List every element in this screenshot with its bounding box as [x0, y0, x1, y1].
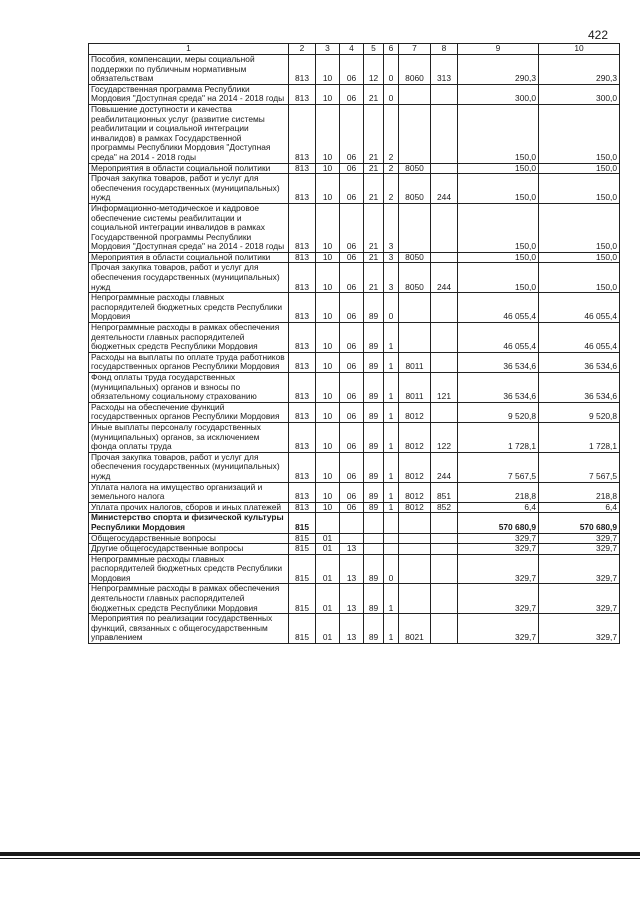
row-code-8: 244: [431, 263, 458, 293]
table-row: [89, 533, 620, 544]
row-code-7: 8050: [399, 174, 431, 204]
row-code-2: 813: [289, 352, 316, 372]
row-code-5: [364, 513, 384, 533]
row-code-7: 8021: [399, 614, 431, 644]
row-code-2: 813: [289, 203, 316, 252]
row-amount-9: 46 055,4: [458, 323, 539, 353]
row-code-5: 89: [364, 293, 384, 323]
row-amount-10: 150,0: [539, 163, 620, 174]
row-amount-10: 329,7: [539, 533, 620, 544]
row-code-5: 21: [364, 163, 384, 174]
row-code-5: 21: [364, 203, 384, 252]
row-code-5: 89: [364, 614, 384, 644]
page-number: 422: [588, 28, 609, 42]
row-code-6: 2: [384, 163, 399, 174]
row-code-4: 06: [340, 263, 364, 293]
row-code-3: 10: [316, 263, 340, 293]
row-code-4: 06: [340, 482, 364, 502]
row-amount-10: 36 534,6: [539, 352, 620, 372]
row-code-4: 06: [340, 84, 364, 104]
row-name: Расходы на выплаты по оплате труда работников государственных органов Республики Мордовия: [89, 352, 289, 372]
row-code-2: 813: [289, 263, 316, 293]
table-row: [89, 352, 620, 372]
row-name: Непрограммные расходы в рамках обеспечения деятельности главных распорядителей бюджетных средств Республики Мордовия: [89, 584, 289, 614]
row-code-8: 122: [431, 422, 458, 452]
row-code-5: 89: [364, 584, 384, 614]
row-amount-10: 46 055,4: [539, 323, 620, 353]
row-amount-9: 150,0: [458, 174, 539, 204]
row-code-6: 0: [384, 55, 399, 85]
table-row: [89, 513, 620, 533]
row-code-5: 89: [364, 502, 384, 513]
row-code-7: [399, 513, 431, 533]
row-name: Непрограммные расходы главных распорядителей бюджетных средств Республики Мордовия: [89, 293, 289, 323]
row-code-8: 313: [431, 55, 458, 85]
row-code-5: [364, 544, 384, 555]
table-body: [89, 55, 620, 644]
table-row: [89, 373, 620, 403]
row-code-7: [399, 533, 431, 544]
row-code-5: 21: [364, 252, 384, 263]
row-amount-10: 6,4: [539, 502, 620, 513]
row-amount-9: 36 534,6: [458, 352, 539, 372]
row-code-6: 0: [384, 293, 399, 323]
row-code-2: 813: [289, 422, 316, 452]
row-amount-9: 329,7: [458, 544, 539, 555]
row-amount-9: 7 567,5: [458, 452, 539, 482]
row-name: Информационно-методическое и кадровое обеспечение системы реабилитации и социальной интеграции инвалидов в рамках Государственной программы Республики Мордовия "Доступная среда" на 2014 - 2018 годы: [89, 203, 289, 252]
row-code-3: 10: [316, 502, 340, 513]
row-code-2: 815: [289, 533, 316, 544]
row-code-4: 13: [340, 584, 364, 614]
row-code-3: 01: [316, 554, 340, 584]
row-code-7: [399, 554, 431, 584]
row-amount-10: 329,7: [539, 614, 620, 644]
row-code-7: [399, 84, 431, 104]
row-amount-10: 218,8: [539, 482, 620, 502]
row-name: Мероприятия в области социальной политики: [89, 163, 289, 174]
row-name: Повышение доступности и качества реабилитационных услуг (развитие системы реабилитации и социальной интеграции инвалидов) в рамках Государственной программы Республики Мордовия "Доступная среда" на 2014 - 2018 годы: [89, 104, 289, 163]
row-amount-9: 6,4: [458, 502, 539, 513]
row-code-7: 8050: [399, 263, 431, 293]
table-row: [89, 293, 620, 323]
row-code-4: 06: [340, 55, 364, 85]
table-row: [89, 482, 620, 502]
row-code-8: [431, 323, 458, 353]
row-code-4: [340, 513, 364, 533]
table-row: [89, 55, 620, 85]
row-amount-10: 9 520,8: [539, 402, 620, 422]
row-code-8: [431, 84, 458, 104]
row-code-4: 06: [340, 252, 364, 263]
row-name: Иные выплаты персоналу государственных (муниципальных) органов, за исключением фонда оплаты труда: [89, 422, 289, 452]
row-code-7: 8012: [399, 502, 431, 513]
row-code-4: 06: [340, 174, 364, 204]
row-code-4: 13: [340, 614, 364, 644]
row-code-8: [431, 163, 458, 174]
row-amount-9: 1 728,1: [458, 422, 539, 452]
row-code-3: [316, 513, 340, 533]
row-code-3: 10: [316, 482, 340, 502]
row-code-2: 813: [289, 104, 316, 163]
row-amount-9: 150,0: [458, 252, 539, 263]
row-code-4: 06: [340, 104, 364, 163]
row-amount-9: 570 680,9: [458, 513, 539, 533]
row-code-7: 8012: [399, 422, 431, 452]
row-code-5: 21: [364, 263, 384, 293]
row-code-4: 13: [340, 544, 364, 555]
row-name: Государственная программа Республики Мордовия "Доступная среда" на 2014 - 2018 годы: [89, 84, 289, 104]
row-amount-9: 150,0: [458, 104, 539, 163]
row-code-2: 815: [289, 614, 316, 644]
row-code-6: 0: [384, 84, 399, 104]
row-amount-9: 150,0: [458, 263, 539, 293]
row-name: Непрограммные расходы в рамках обеспечения деятельности главных распорядителей бюджетных средств Республики Мордовия: [89, 323, 289, 353]
row-code-2: 813: [289, 452, 316, 482]
row-code-7: 8012: [399, 482, 431, 502]
row-code-8: [431, 554, 458, 584]
row-code-8: [431, 252, 458, 263]
row-code-5: 89: [364, 373, 384, 403]
column-header: 8: [431, 44, 458, 55]
row-amount-10: 300,0: [539, 84, 620, 104]
column-header: 1: [89, 44, 289, 55]
row-code-3: 10: [316, 84, 340, 104]
row-code-6: 1: [384, 502, 399, 513]
row-name: Непрограммные расходы главных распорядителей бюджетных средств Республики Мордовия: [89, 554, 289, 584]
row-amount-9: 150,0: [458, 163, 539, 174]
row-code-8: 121: [431, 373, 458, 403]
row-code-3: 01: [316, 584, 340, 614]
bottom-rule-thin: [0, 858, 640, 859]
row-code-4: 06: [340, 373, 364, 403]
row-code-5: 89: [364, 352, 384, 372]
row-amount-9: 218,8: [458, 482, 539, 502]
table-row: [89, 174, 620, 204]
row-code-3: 10: [316, 293, 340, 323]
column-header: 4: [340, 44, 364, 55]
column-header: 10: [539, 44, 620, 55]
row-code-8: 852: [431, 502, 458, 513]
row-code-4: 13: [340, 554, 364, 584]
row-code-5: 21: [364, 174, 384, 204]
table-row: [89, 584, 620, 614]
row-code-5: 89: [364, 452, 384, 482]
column-header: 5: [364, 44, 384, 55]
row-code-8: 244: [431, 452, 458, 482]
row-code-8: [431, 104, 458, 163]
row-amount-10: 7 567,5: [539, 452, 620, 482]
table-row: [89, 323, 620, 353]
row-name: Прочая закупка товаров, работ и услуг для обеспечения государственных (муниципальных) нужд: [89, 174, 289, 204]
row-code-8: [431, 544, 458, 555]
row-code-5: 21: [364, 84, 384, 104]
row-name: Расходы на обеспечение функций государственных органов Республики Мордовия: [89, 402, 289, 422]
row-code-2: 813: [289, 55, 316, 85]
row-code-8: [431, 584, 458, 614]
row-code-3: 10: [316, 323, 340, 353]
row-code-8: [431, 614, 458, 644]
row-code-6: 1: [384, 584, 399, 614]
row-code-3: 10: [316, 422, 340, 452]
header-row: [89, 44, 620, 55]
row-code-2: 813: [289, 323, 316, 353]
row-amount-10: 150,0: [539, 263, 620, 293]
table-row: [89, 203, 620, 252]
row-amount-9: 329,7: [458, 584, 539, 614]
row-code-3: 10: [316, 402, 340, 422]
row-code-2: 813: [289, 174, 316, 204]
row-code-7: [399, 323, 431, 353]
row-code-6: 1: [384, 452, 399, 482]
row-code-7: [399, 104, 431, 163]
table-row: [89, 84, 620, 104]
row-code-5: 89: [364, 554, 384, 584]
bottom-rule: [0, 852, 640, 856]
row-code-7: 8012: [399, 402, 431, 422]
table-row: [89, 402, 620, 422]
row-name: Общегосударственные вопросы: [89, 533, 289, 544]
row-code-6: [384, 513, 399, 533]
row-code-6: [384, 544, 399, 555]
row-code-3: 10: [316, 373, 340, 403]
row-code-8: [431, 293, 458, 323]
column-header: 7: [399, 44, 431, 55]
row-code-2: 813: [289, 402, 316, 422]
row-code-3: 01: [316, 533, 340, 544]
row-code-6: 1: [384, 614, 399, 644]
row-code-8: [431, 352, 458, 372]
row-amount-9: 290,3: [458, 55, 539, 85]
row-code-5: 21: [364, 104, 384, 163]
table-row: [89, 163, 620, 174]
row-code-2: 813: [289, 482, 316, 502]
row-code-3: 01: [316, 544, 340, 555]
row-code-6: 2: [384, 104, 399, 163]
row-name: Министерство спорта и физической культуры Республики Мордовия: [89, 513, 289, 533]
row-code-7: [399, 584, 431, 614]
row-code-4: 06: [340, 502, 364, 513]
row-amount-9: 329,7: [458, 554, 539, 584]
row-code-7: 8012: [399, 452, 431, 482]
row-code-7: 8050: [399, 252, 431, 263]
row-code-3: 10: [316, 252, 340, 263]
row-code-6: 1: [384, 422, 399, 452]
row-amount-10: 150,0: [539, 252, 620, 263]
row-code-6: 2: [384, 174, 399, 204]
row-code-6: [384, 533, 399, 544]
row-code-4: 06: [340, 422, 364, 452]
row-amount-10: 570 680,9: [539, 513, 620, 533]
table-row: [89, 544, 620, 555]
row-amount-10: 46 055,4: [539, 293, 620, 323]
row-amount-10: 329,7: [539, 544, 620, 555]
row-code-2: 815: [289, 544, 316, 555]
row-code-4: [340, 533, 364, 544]
row-code-5: 12: [364, 55, 384, 85]
row-code-6: 1: [384, 352, 399, 372]
table-row: [89, 422, 620, 452]
row-amount-10: 329,7: [539, 554, 620, 584]
row-amount-9: 329,7: [458, 533, 539, 544]
row-code-8: 244: [431, 174, 458, 204]
table-row: [89, 502, 620, 513]
row-code-3: 01: [316, 614, 340, 644]
row-amount-10: 150,0: [539, 203, 620, 252]
row-amount-9: 46 055,4: [458, 293, 539, 323]
row-code-2: 813: [289, 293, 316, 323]
row-code-6: 1: [384, 482, 399, 502]
row-code-3: 10: [316, 452, 340, 482]
row-code-6: 0: [384, 554, 399, 584]
row-code-5: [364, 533, 384, 544]
budget-table: [88, 43, 620, 644]
table-row: [89, 614, 620, 644]
row-name: Пособия, компенсации, меры социальной поддержки по публичным нормативным обязательствам: [89, 55, 289, 85]
row-code-4: 06: [340, 163, 364, 174]
row-name: Фонд оплаты труда государственных (муниципальных) органов и взносы по обязательному социальному страхованию: [89, 373, 289, 403]
row-code-3: 10: [316, 104, 340, 163]
column-header: 6: [384, 44, 399, 55]
row-code-5: 89: [364, 422, 384, 452]
row-code-2: 815: [289, 554, 316, 584]
row-amount-9: 329,7: [458, 614, 539, 644]
row-code-7: 8011: [399, 352, 431, 372]
table-row: [89, 104, 620, 163]
row-amount-9: 150,0: [458, 203, 539, 252]
row-code-8: [431, 513, 458, 533]
row-code-5: 89: [364, 323, 384, 353]
row-amount-10: 150,0: [539, 174, 620, 204]
row-code-3: 10: [316, 163, 340, 174]
row-code-7: [399, 544, 431, 555]
row-code-7: 8050: [399, 163, 431, 174]
row-code-4: 06: [340, 293, 364, 323]
column-header: 9: [458, 44, 539, 55]
row-name: Другие общегосударственные вопросы: [89, 544, 289, 555]
row-code-4: 06: [340, 402, 364, 422]
row-name: Уплата прочих налогов, сборов и иных платежей: [89, 502, 289, 513]
row-code-2: 813: [289, 373, 316, 403]
row-name: Мероприятия по реализации государственных функций, связанных с общегосударственным управлением: [89, 614, 289, 644]
row-code-6: 3: [384, 203, 399, 252]
row-code-7: 8011: [399, 373, 431, 403]
row-amount-9: 9 520,8: [458, 402, 539, 422]
row-amount-10: 36 534,6: [539, 373, 620, 403]
row-code-2: 813: [289, 252, 316, 263]
table-row: [89, 554, 620, 584]
row-code-6: 1: [384, 373, 399, 403]
row-code-8: [431, 533, 458, 544]
row-code-6: 3: [384, 252, 399, 263]
row-amount-9: 36 534,6: [458, 373, 539, 403]
column-header: 2: [289, 44, 316, 55]
row-code-6: 1: [384, 402, 399, 422]
row-code-2: 813: [289, 163, 316, 174]
row-amount-10: 290,3: [539, 55, 620, 85]
table-row: [89, 452, 620, 482]
row-code-4: 06: [340, 323, 364, 353]
row-code-2: 813: [289, 84, 316, 104]
row-name: Мероприятия в области социальной политики: [89, 252, 289, 263]
row-name: Прочая закупка товаров, работ и услуг для обеспечения государственных (муниципальных) нужд: [89, 452, 289, 482]
row-code-8: [431, 402, 458, 422]
row-code-3: 10: [316, 174, 340, 204]
row-amount-9: 300,0: [458, 84, 539, 104]
row-code-7: [399, 293, 431, 323]
row-name: Прочая закупка товаров, работ и услуг для обеспечения государственных (муниципальных) нужд: [89, 263, 289, 293]
row-code-5: 89: [364, 402, 384, 422]
row-code-2: 815: [289, 584, 316, 614]
row-code-3: 10: [316, 55, 340, 85]
row-code-6: 1: [384, 323, 399, 353]
row-code-5: 89: [364, 482, 384, 502]
row-code-8: [431, 203, 458, 252]
row-code-4: 06: [340, 203, 364, 252]
table-row: [89, 252, 620, 263]
row-code-4: 06: [340, 352, 364, 372]
row-code-3: 10: [316, 203, 340, 252]
row-code-2: 813: [289, 502, 316, 513]
row-code-7: [399, 203, 431, 252]
row-amount-10: 1 728,1: [539, 422, 620, 452]
row-code-4: 06: [340, 452, 364, 482]
column-header: 3: [316, 44, 340, 55]
row-name: Уплата налога на имущество организаций и земельного налога: [89, 482, 289, 502]
row-amount-10: 150,0: [539, 104, 620, 163]
row-code-3: 10: [316, 352, 340, 372]
row-code-6: 3: [384, 263, 399, 293]
row-amount-10: 329,7: [539, 584, 620, 614]
row-code-2: 815: [289, 513, 316, 533]
row-code-7: 8060: [399, 55, 431, 85]
row-code-8: 851: [431, 482, 458, 502]
table-row: [89, 263, 620, 293]
